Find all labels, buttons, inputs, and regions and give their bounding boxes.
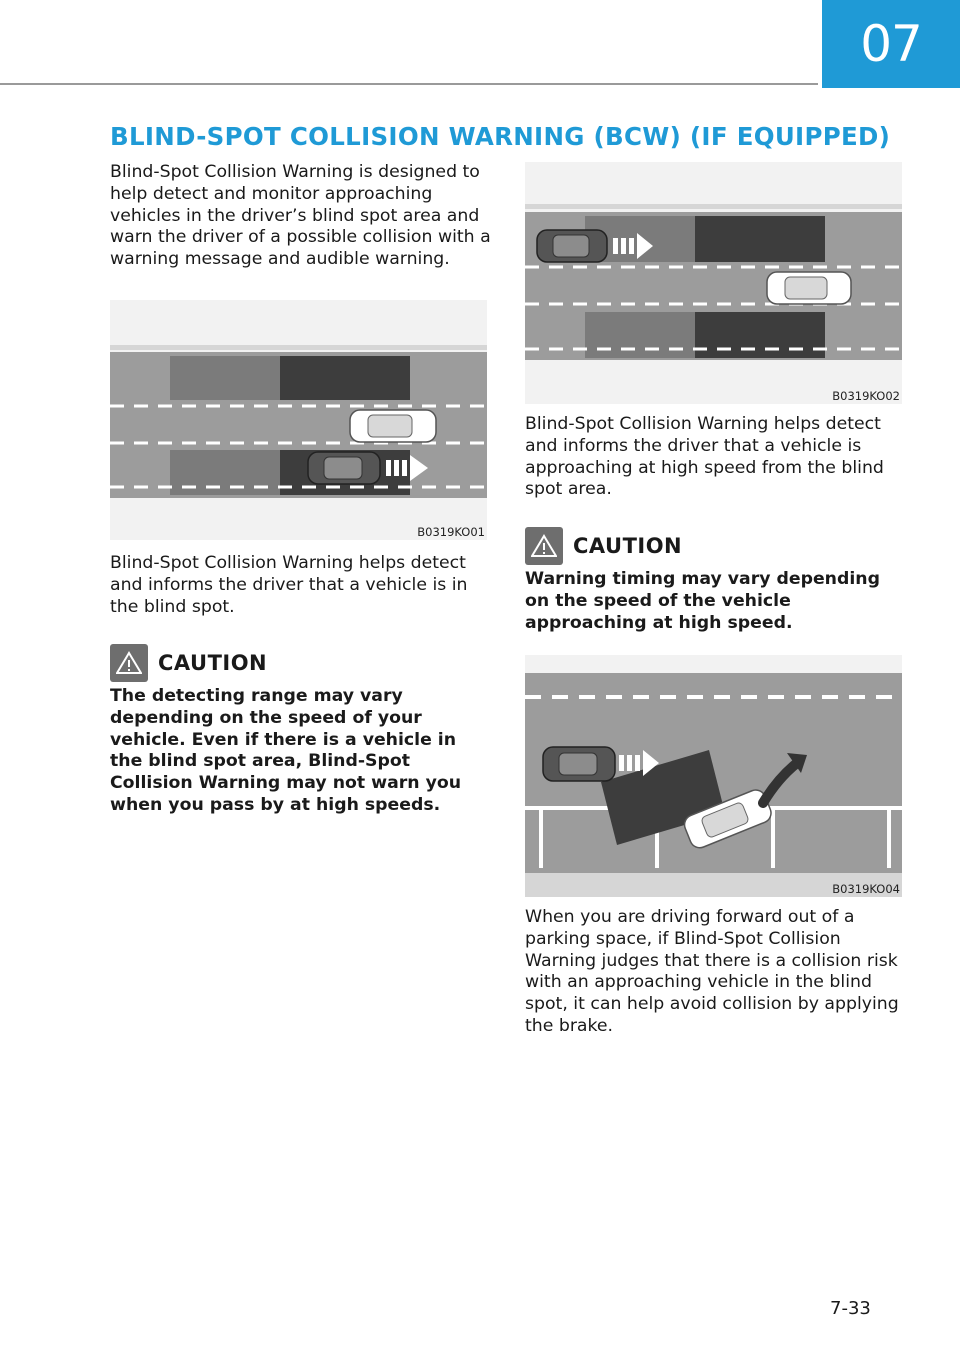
figure-blind-spot <box>110 300 487 540</box>
warning-triangle-icon <box>110 644 148 682</box>
figure-caption: Blind-Spot Collision Warning helps detect and informs the driver that a vehicle is approaching at high speed from the blind spot area. <box>525 414 884 500</box>
caution-label: CAUTION <box>158 651 268 675</box>
caution-label: CAUTION <box>573 534 683 558</box>
figure-code: B0319KO02 <box>832 389 900 403</box>
chapter-tab <box>822 0 960 88</box>
figure-caption: Blind-Spot Collision Warning helps detect and informs the driver that a vehicle is in the blind spot. <box>110 553 468 617</box>
blind-spot-illustration <box>110 300 487 540</box>
white-car <box>350 410 436 442</box>
warning-triangle-icon <box>525 527 563 565</box>
caution-text: Warning timing may vary depending on the speed of the vehicle approaching at high speed. <box>525 569 880 633</box>
header-rule <box>0 83 818 85</box>
figure-approaching-vehicle <box>525 162 902 404</box>
own-car <box>308 452 428 484</box>
caution-text: The detecting range may vary depending on the speed of your vehicle. Even if there is a vehicle in the blind spot area, Blind-Spot Collision Warning may not warn you when you pass by at high speeds. <box>110 686 462 815</box>
white-car <box>767 272 851 304</box>
page-number: 7-33 <box>830 1298 871 1319</box>
section-title: BLIND-SPOT COLLISION WARNING (BCW) (IF EQUIPPED) <box>110 122 891 151</box>
chapter-number: 07 <box>860 15 922 73</box>
parking-exit-illustration <box>525 655 902 897</box>
figure-caption: When you are driving forward out of a parking space, if Blind-Spot Collision Warning judges that there is a collision risk with an approaching vehicle in the blind spot, it can help avoid collision by applying the brake. <box>525 907 899 1036</box>
caution-heading <box>525 527 682 565</box>
approaching-vehicle-illustration <box>525 162 902 404</box>
figure-code: B0319KO04 <box>832 882 900 896</box>
intro-paragraph: Blind-Spot Collision Warning is designed to help detect and monitor approaching vehicles in the driver’s blind spot area and warn the driver of a possible collision with a warning message and audible warning. <box>110 162 491 270</box>
figure-code: B0319KO01 <box>417 525 485 539</box>
caution-heading <box>110 644 267 682</box>
figure-parking-exit <box>525 655 902 897</box>
